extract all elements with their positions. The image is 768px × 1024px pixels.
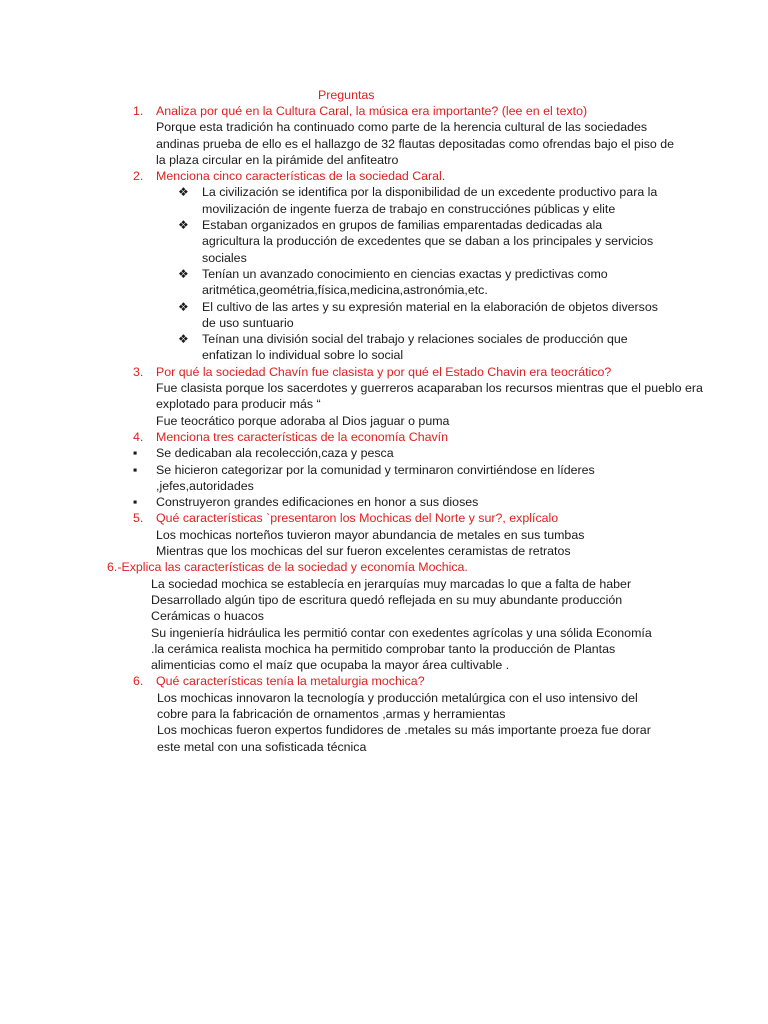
list-item-text: Construyeron grandes edificaciones en honor a sus dioses	[156, 495, 479, 510]
question-5	[0, 510, 768, 526]
list-item	[0, 445, 596, 461]
document-body	[0, 103, 768, 755]
question-6-sociedad	[0, 559, 768, 575]
question-number: 2.	[133, 169, 144, 184]
question-text: Analiza por qué en la Cultura Caral, la música era importante? (lee en el texto)	[156, 104, 588, 118]
answer-5-norte: Los mochicas norteños tuvieron mayor abundancia de metales en sus tumbas	[156, 527, 585, 542]
square-bullet-icon: ▪	[133, 462, 138, 477]
list-item	[0, 462, 596, 495]
question-text: Qué características `presentaron los Mochicas del Norte y sur?, explícalo	[156, 511, 559, 526]
diamond-bullet-icon: ❖	[178, 299, 189, 314]
question-text: Menciona cinco características de la sociedad Caral.	[156, 169, 446, 184]
question-number: 3.	[133, 364, 144, 379]
question-6-metalurgia	[0, 673, 768, 689]
question-number: 5.	[133, 511, 144, 526]
answer-6-metalurgia-2: Los mochicas fueron expertos fundidores de .metales su más importante proeza fue dorar este metal con una sofisticada técnica	[157, 723, 651, 754]
answer-3-teocratico: Fue teocrático porque adoraba al Dios jaguar o puma	[156, 413, 450, 428]
question-2	[0, 168, 768, 184]
caral-characteristics-list	[0, 184, 768, 363]
question-1	[0, 103, 768, 119]
question-number: 4.	[133, 429, 144, 444]
question-text: Qué características tenía la metalurgia mochica?	[156, 674, 425, 689]
list-item-text: Estaban organizados en grupos de familias emparentadas dedicadas ala agricultura la producción de excedentes que se daban a los principales y servicios sociales	[202, 218, 654, 265]
list-item-text: Teínan una división social del trabajo y relaciones sociales de producción que enfatizan lo individual sobre lo social	[202, 332, 628, 363]
list-item-text: Tenían un avanzado conocimiento en ciencias exactas y predictivas como aritmética,geométria,física,medicina,astronómia,etc.	[202, 266, 608, 298]
question-text: 6.-Explica las características de la sociedad y economía Mochica.	[107, 560, 468, 575]
answer-6-economia: Su ingeniería hidráulica les permitió contar con exedentes agrícolas y una sólida Economía .la cerámica realista mochica ha permitido comprobar tanto la producción de Plantas alimenticias como el maíz que ocupaba la mayor área cultivable .	[151, 625, 652, 673]
question-3	[0, 364, 768, 380]
question-text: Por qué la sociedad Chavín fue clasista y por qué el Estado Chavin era teocrático?	[156, 364, 612, 379]
question-number: 6.	[133, 674, 144, 689]
square-bullet-icon: ▪	[133, 495, 138, 510]
diamond-bullet-icon: ❖	[178, 266, 189, 281]
list-item	[0, 184, 662, 217]
answer-5-sur: Mientras que los mochicas del sur fueron excelentes ceramistas de retratos	[156, 544, 571, 559]
page-title: Preguntas	[318, 88, 375, 102]
answer-6-sociedad: La sociedad mochica se establecía en jerarquías muy marcadas lo que a falta de haber Desarrollado algún tipo de escritura quedó reflejada en su muy abundante producción Cerámicas o huacos	[151, 576, 632, 624]
question-number: 1.	[133, 104, 144, 118]
list-item-text: El cultivo de las artes y su expresión material en la elaboración de objetos diversos de uso suntuario	[202, 299, 658, 330]
list-item	[0, 266, 662, 299]
list-item-text: Se hicieron categorizar por la comunidad y terminaron convirtiéndose en líderes ,jefes,autoridades	[156, 462, 595, 493]
question-4	[0, 429, 768, 445]
answer-6-metalurgia-1: Los mochicas innovaron la tecnología y producción metalúrgica con el uso intensivo del cobre para la fabricación de ornamentos ,armas y herramientas	[157, 690, 638, 721]
diamond-bullet-icon: ❖	[178, 185, 189, 200]
square-bullet-icon: ▪	[133, 446, 138, 461]
list-item-text: Se dedicaban ala recolección,caza y pesca	[156, 446, 394, 461]
list-item-text: La civilización se identifica por la disponibilidad de un excedente productivo para la movilización de ingente fuerza de trabajo en construcciónes públicas y elite	[202, 185, 658, 216]
list-item	[0, 217, 662, 266]
diamond-bullet-icon: ❖	[178, 218, 189, 233]
list-item	[0, 494, 596, 510]
list-item	[0, 299, 662, 332]
chavin-economy-list	[0, 445, 768, 510]
list-item	[0, 331, 662, 364]
answer-1: Porque esta tradición ha continuado como parte de la herencia cultural de las sociedades andinas prueba de ello es el hallazgo de 32 flautas depositadas como ofrendas bajo el piso de la plaza circular en la pirámide del anfiteatro	[156, 120, 675, 167]
answer-3-clasista: Fue clasista porque los sacerdotes y guerreros acaparaban los recursos mientras que el pueblo era explotado para producir más “	[156, 381, 703, 412]
question-text: Menciona tres características de la economía Chavín	[156, 429, 449, 444]
diamond-bullet-icon: ❖	[178, 332, 189, 347]
